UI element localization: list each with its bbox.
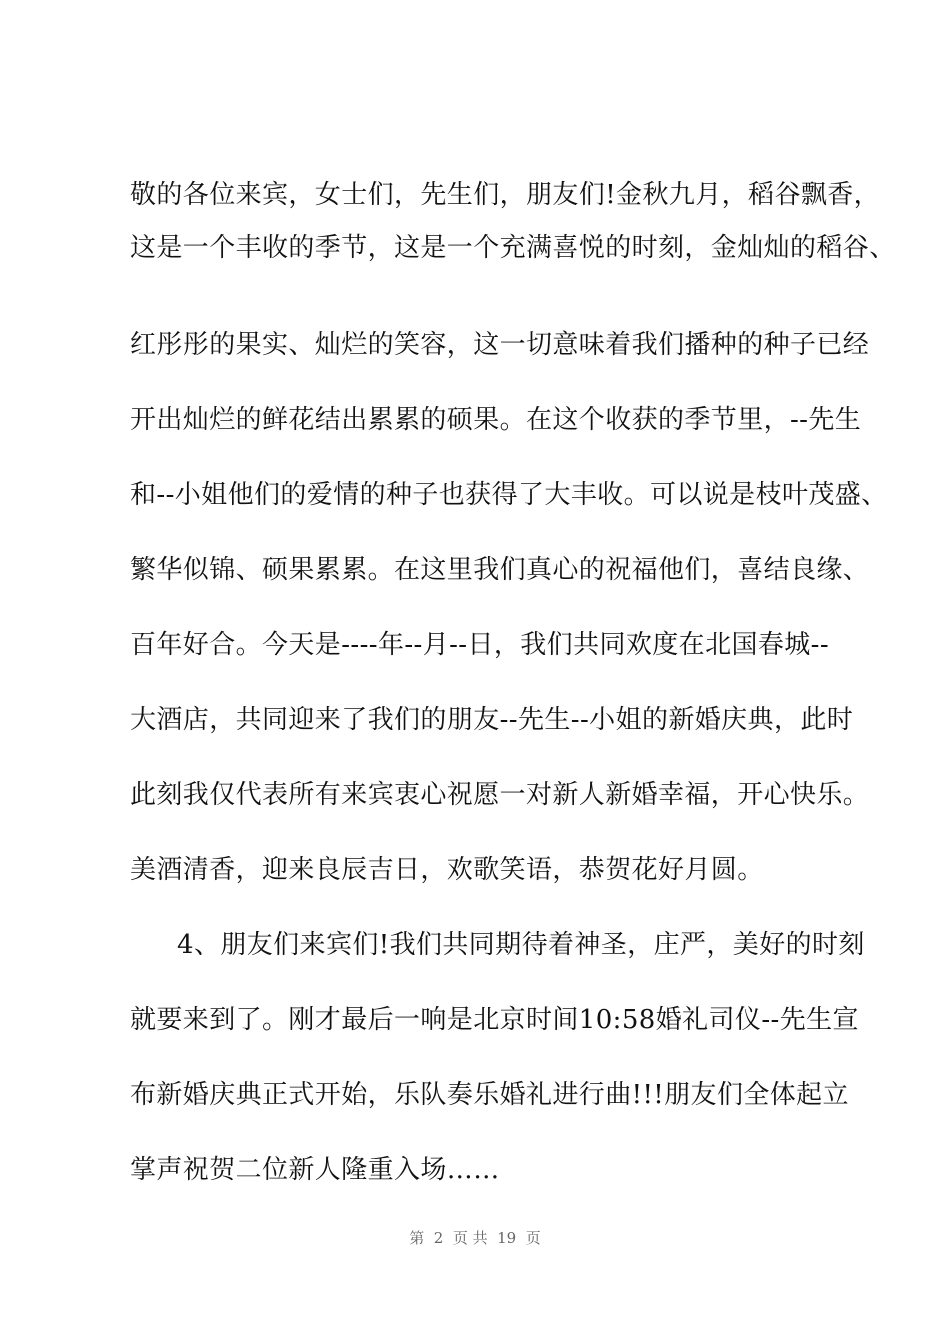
paragraph-line: 繁华似锦、硕果累累。在这里我们真心的祝福他们，喜结良缘、 — [130, 555, 870, 585]
paragraph-line: 百年好合。今天是----年--月--日，我们共同欢度在北国春城-- — [130, 630, 830, 660]
paragraph-line: 和--小姐他们的爱情的种子也获得了大丰收。可以说是枝叶茂盛、 — [130, 480, 888, 510]
paragraph-line: 开出灿烂的鲜花结出累累的硕果。在这个收获的季节里，--先生 — [130, 405, 862, 435]
paragraph-line: 此刻我仅代表所有来宾衷心祝愿一对新人新婚幸福，开心快乐。 — [130, 780, 870, 810]
paragraph-line: 就要来到了。刚才最后一响是北京时间10:58婚礼司仪--先生宣 — [130, 1005, 859, 1035]
paragraph-line: 美酒清香，迎来良辰吉日，欢歌笑语，恭贺花好月圆。 — [130, 855, 764, 885]
paragraph-line: 这是一个丰收的季节，这是一个充满喜悦的时刻，金灿灿的稻谷、 — [130, 233, 896, 263]
paragraph-line: 4、朋友们来宾们!我们共同期待着神圣，庄严，美好的时刻 — [177, 930, 865, 960]
paragraph-line: 敬的各位来宾，女士们，先生们，朋友们!金秋九月，稻谷飘香， — [130, 180, 881, 210]
paragraph-line: 布新婚庆典正式开始，乐队奏乐婚礼进行曲!!!朋友们全体起立 — [130, 1080, 849, 1110]
paragraph-line: 掌声祝贺二位新人隆重入场…… — [130, 1155, 500, 1185]
page-number-footer: 第 2 页 共 19 页 — [409, 1229, 541, 1247]
paragraph-line: 红彤彤的果实、灿烂的笑容，这一切意味着我们播种的种子已经 — [130, 330, 870, 360]
paragraph-line: 大酒店，共同迎来了我们的朋友--先生--小姐的新婚庆典，此时 — [130, 705, 854, 735]
